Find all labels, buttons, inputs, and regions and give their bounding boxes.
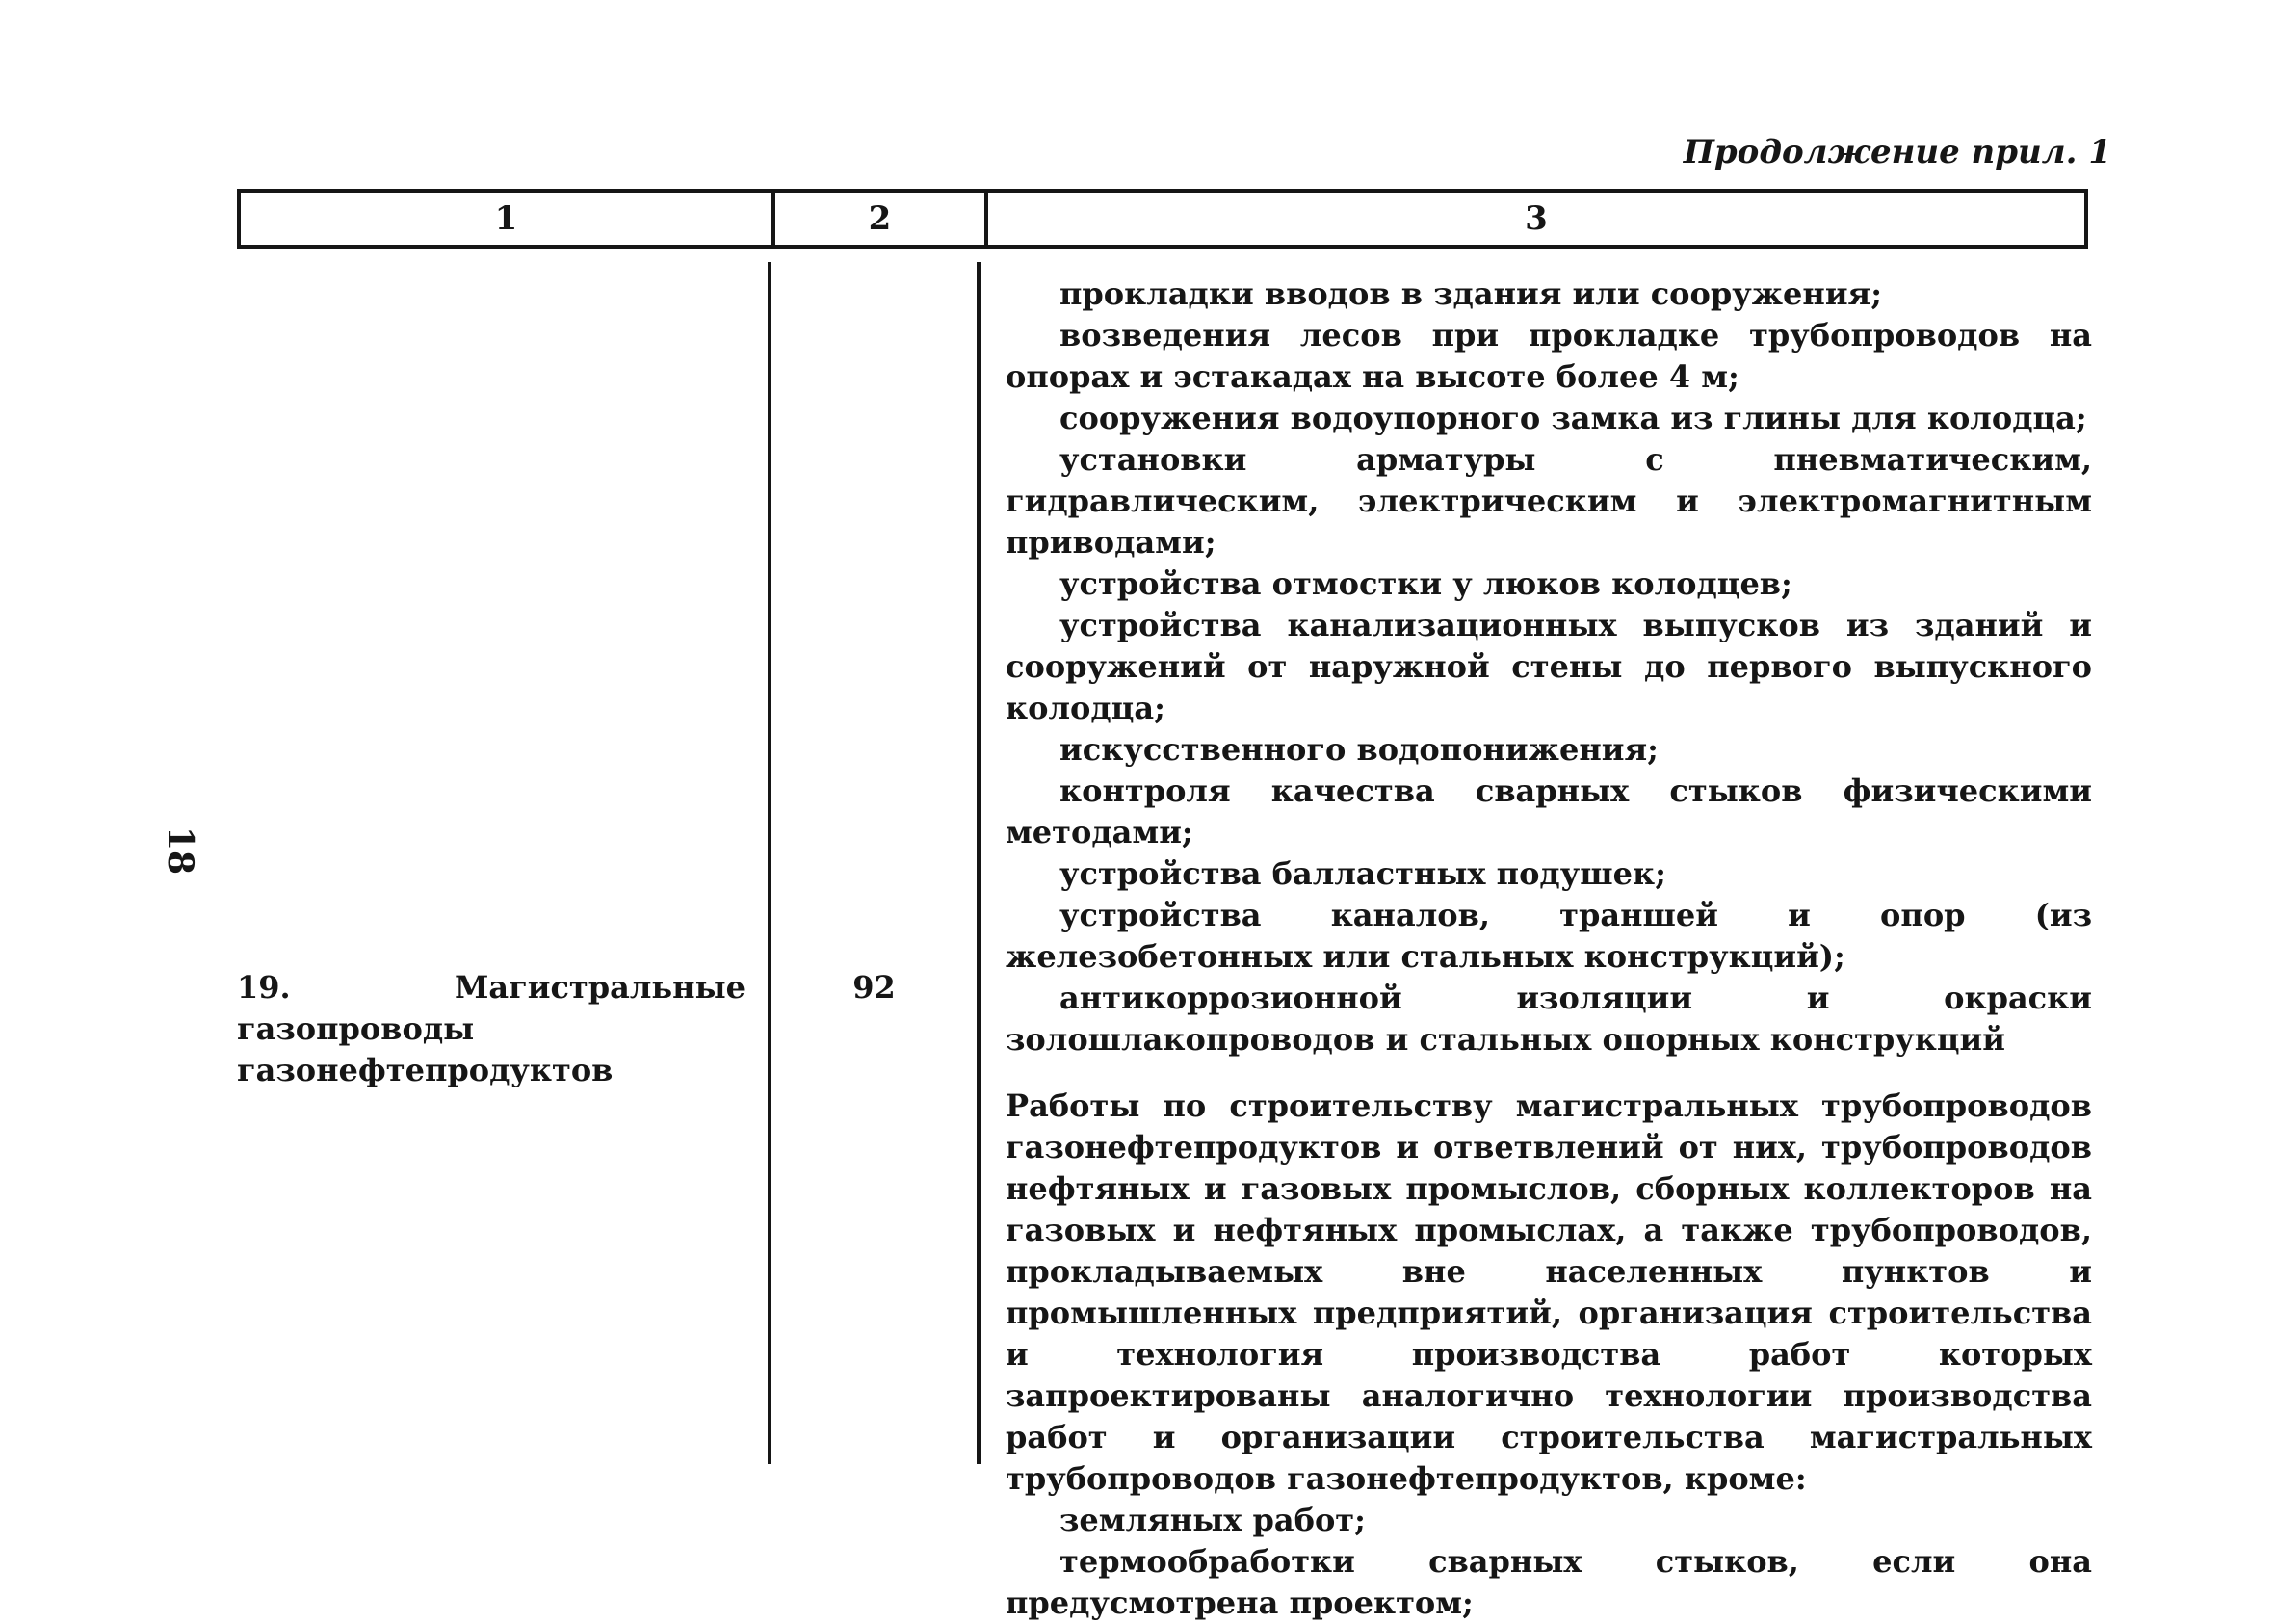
header-col-1: 1 (241, 193, 775, 245)
continued-item: устройства каналов, траншей и опор (из железобетонных или стальных конструкций); (1006, 897, 2092, 975)
continued-item: контроля качества сварных стыков физическими методами; (1006, 773, 2092, 851)
header-col-2: 2 (775, 193, 988, 245)
continued-item: прокладки вводов в здания или сооружения; (1059, 275, 1882, 312)
column-divider-2 (977, 262, 981, 1464)
continued-item: устройства отмостки у люков колодцев; (1059, 565, 1792, 602)
row19-name: 19. Магистральные газопроводы газонефтепродуктов (237, 969, 745, 1088)
row19-item: термообработки сварных стыков, если она предусмотрена проектом; (1006, 1543, 2092, 1621)
continuation-label: Продолжение прил. 1 (1683, 133, 2111, 171)
header-col-3: 3 (1525, 199, 1548, 238)
row19-code: 92 (852, 969, 896, 1006)
row19-description: Работы по строительству магистральных трубопроводов газонефтепродуктов и ответвлений от них, трубопроводов нефтяных и газовых промыслов, сборных коллекторов на газовых и нефтяных промыслах, а также трубопроводов, прокладываемых вне населенных пунктов и промышленных предприятий, организация строительства и технология производства работ которых запроектированы аналогично технологии производства работ и организации строительства магистральных трубопроводов газонефтепродуктов, кроме: (1006, 1087, 2092, 1497)
continued-item: возведения лесов при прокладке трубопроводов на опорах и эстакадах на высоте более 4 м; (1006, 317, 2092, 395)
column-3-content (1006, 274, 2092, 1624)
continued-item: устройства балластных подушек; (1059, 855, 1666, 892)
row19-item: земляных работ; (1059, 1502, 1366, 1538)
table-header (237, 189, 2088, 249)
continued-item: сооружения водоупорного замка из глины для колодца; (1059, 400, 2087, 436)
continued-item: антикоррозионной изоляции и окраски золошлакопроводов и стальных опорных конструкций (1006, 980, 2092, 1058)
continued-item: установки арматуры с пневматическим, гидравлическим, электрическим и электромагнитным приводами; (1006, 441, 2092, 561)
column-divider-1 (768, 262, 771, 1464)
continued-item: устройства канализационных выпусков из зданий и сооружений от наружной стены до первого выпускного колодца; (1006, 607, 2092, 726)
continued-item: искусственного водопонижения; (1059, 731, 1659, 768)
page-number: 18 (160, 825, 201, 876)
